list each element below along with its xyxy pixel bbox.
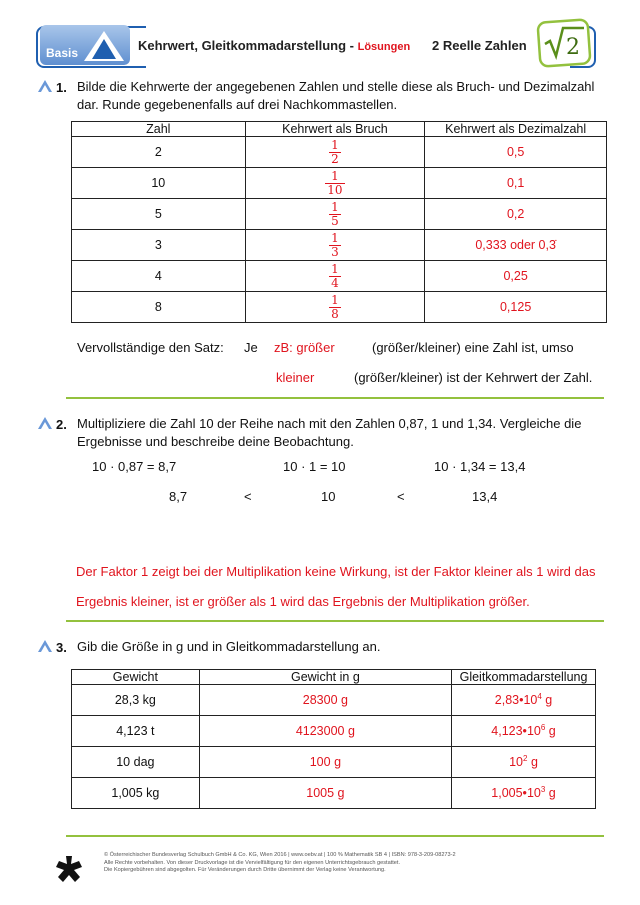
cell-gewicht: 4,123 t — [72, 716, 200, 747]
cell-gewicht: 1,005 kg — [72, 778, 200, 809]
mantissa: 4,123•10 — [491, 724, 541, 739]
mantissa: 10 — [509, 755, 524, 770]
unit: g — [545, 786, 556, 801]
less-than-2: < — [397, 489, 405, 504]
task3-instructions: Gib die Größe in g und in Gleitkommadarstellung an. — [77, 639, 381, 654]
calc-2: 10 · 1 = 10 — [283, 459, 346, 474]
task2-line1: Multipliziere die Zahl 10 der Reihe nach mit den Zahlen 0,87, 1 und 1,34. Vergleiche die — [77, 416, 582, 431]
unit: g — [527, 755, 538, 770]
denominator: 4 — [331, 275, 339, 290]
footer-line2: Alle Rechte vorbehalten. Von dieser Druckvorlage ist die Vervielfältigung für den eigenen Unterrichtsgebrauch gestattet. — [104, 859, 401, 866]
exponent: 4 — [537, 692, 542, 702]
cell-bruch — [245, 292, 425, 323]
cell-gleitkomma — [452, 778, 596, 809]
sentence-label: Vervollständige den Satz: — [77, 340, 224, 355]
cell-zahl: 4 — [72, 261, 246, 292]
cell-bruch — [245, 230, 425, 261]
cell-zahl: 10 — [72, 168, 246, 199]
section-divider — [66, 620, 604, 622]
cell-gleitkomma — [452, 685, 596, 716]
cell-gramm: 4123000 g — [199, 716, 451, 747]
less-than-1: < — [244, 489, 252, 504]
table-row — [72, 778, 596, 809]
cell-bruch — [245, 137, 425, 168]
cell-dezimal: 0,2 — [425, 199, 607, 230]
task1-line2: dar. Runde gegebenenfalls auf drei Nachkommastellen. — [77, 97, 398, 112]
answer-groesser: zB: größer — [274, 340, 335, 355]
mantissa: 2,83•10 — [494, 693, 538, 708]
answer-kleiner: kleiner — [276, 370, 315, 385]
table-row — [72, 292, 607, 323]
cell-gramm: 28300 g — [199, 685, 451, 716]
cell-gramm: 1005 g — [199, 778, 451, 809]
sentence-hint1: (größer/kleiner) eine Zahl ist, umso — [372, 340, 574, 355]
mantissa: 1,005•10 — [491, 786, 541, 801]
cell-gewicht: 10 dag — [72, 747, 200, 778]
solutions-label: Lösungen — [357, 41, 411, 53]
footer-line3: Die Kopiergebühren sind abgegolten. Für Veränderungen durch Dritte übernimmt der Verlag keine Verantwortung. — [104, 867, 386, 873]
table-row — [72, 685, 596, 716]
denominator: 3 — [331, 244, 339, 259]
weight-table — [71, 669, 596, 809]
calc-3: 10 · 1,34 = 13,4 — [434, 459, 526, 474]
basis-badge — [40, 25, 130, 65]
numerator: 1 — [325, 170, 344, 184]
col-header-gleitkomma: Gleitkommadarstellung — [452, 670, 596, 685]
compare-c: 13,4 — [472, 489, 498, 504]
page-title — [138, 38, 410, 53]
cell-dezimal: 0,1 — [425, 168, 607, 199]
cell-gleitkomma — [452, 747, 596, 778]
cell-zahl: 2 — [72, 137, 246, 168]
cell-bruch — [245, 199, 425, 230]
cell-gleitkomma — [452, 716, 596, 747]
table-row — [72, 137, 607, 168]
fraction — [329, 232, 341, 259]
chapter-title: 2 Reelle Zahlen — [432, 38, 527, 53]
svg-text:2: 2 — [566, 35, 580, 60]
col-header-gewicht: Gewicht — [72, 670, 200, 685]
exponent: 6 — [540, 723, 546, 733]
col-header-bruch: Kehrwert als Bruch — [245, 122, 425, 137]
task1-instructions — [77, 78, 594, 114]
numerator: 1 — [331, 292, 339, 307]
sentence-je: Je — [244, 340, 258, 355]
unit: g — [541, 693, 553, 708]
task1-number: 1. — [56, 80, 67, 95]
fraction — [329, 201, 341, 228]
footer-line1: © Österreichischer Bundesverlag Schulbuch GmbH & Co. KG, Wien 2016 | www.oebv.at | 100 % Mathematik SB 4 | ISBN: 978-3-209-08273-2 — [104, 852, 456, 858]
table-row — [72, 230, 607, 261]
cell-zahl: 3 — [72, 230, 246, 261]
fraction — [329, 139, 341, 166]
compare-a: 8,7 — [169, 489, 188, 504]
publisher-logo-icon — [54, 854, 84, 884]
denominator: 10 — [327, 182, 343, 197]
section-divider — [66, 397, 604, 399]
footer-copyright — [104, 852, 456, 875]
fraction — [325, 170, 344, 197]
compare-b: 10 — [321, 489, 336, 504]
cell-zahl: 5 — [72, 199, 246, 230]
col-header-zahl: Zahl — [72, 122, 246, 137]
cell-zahl: 8 — [72, 292, 246, 323]
table-row — [72, 261, 607, 292]
table-row — [72, 199, 607, 230]
title-text: Kehrwert, Gleitkommadarstellung - — [138, 38, 358, 53]
sentence-hint2: (größer/kleiner) ist der Kehrwert der Zahl. — [354, 370, 593, 385]
task-triangle-icon — [37, 639, 53, 653]
task2-instructions — [77, 415, 581, 451]
triangle-logo-icon — [82, 29, 126, 63]
col-header-gramm: Gewicht in g — [199, 670, 451, 685]
cell-dezimal: 0,333 oder 0,3̇ — [425, 230, 607, 261]
task3-number: 3. — [56, 640, 67, 655]
exponent: 3 — [540, 785, 546, 795]
denominator: 8 — [331, 306, 339, 321]
numerator: 1 — [331, 137, 339, 152]
task2-number: 2. — [56, 417, 67, 432]
task1-line1: Bilde die Kehrwerte der angegebenen Zahlen und stelle diese als Bruch- und Dezimalzahl — [77, 79, 595, 94]
col-header-dezimal: Kehrwert als Dezimalzahl — [425, 122, 607, 137]
cell-gramm: 100 g — [199, 747, 451, 778]
calc-1: 10 · 0,87 = 8,7 — [92, 459, 177, 474]
cell-dezimal: 0,25 — [425, 261, 607, 292]
task-triangle-icon — [37, 79, 53, 93]
task-triangle-icon — [37, 416, 53, 430]
sqrt-badge-icon — [536, 18, 592, 70]
denominator: 2 — [331, 151, 339, 166]
observation-line2: Ergebnis kleiner, ist er größer als 1 wird das Ergebnis der Multiplikation größer. — [76, 594, 530, 609]
numerator: 1 — [331, 261, 339, 276]
cell-gewicht: 28,3 kg — [72, 685, 200, 716]
denominator: 5 — [331, 213, 339, 228]
numerator: 1 — [331, 230, 339, 245]
cell-bruch — [245, 168, 425, 199]
fraction — [329, 263, 341, 290]
observation-line1: Der Faktor 1 zeigt bei der Multiplikation keine Wirkung, ist der Faktor kleiner als 1 wird das — [76, 564, 596, 579]
numerator: 1 — [331, 199, 339, 214]
unit: g — [545, 724, 556, 739]
section-divider — [66, 835, 604, 837]
table-row — [72, 716, 596, 747]
reciprocal-table — [71, 121, 607, 323]
cell-bruch — [245, 261, 425, 292]
cell-dezimal: 0,5 — [425, 137, 607, 168]
table-row — [72, 747, 596, 778]
basis-label: Basis — [46, 46, 79, 60]
cell-dezimal: 0,125 — [425, 292, 607, 323]
exponent: 2 — [523, 754, 528, 764]
task2-line2: Ergebnisse und beschreibe deine Beobachtung. — [77, 434, 354, 449]
fraction — [329, 294, 341, 321]
table-row — [72, 168, 607, 199]
